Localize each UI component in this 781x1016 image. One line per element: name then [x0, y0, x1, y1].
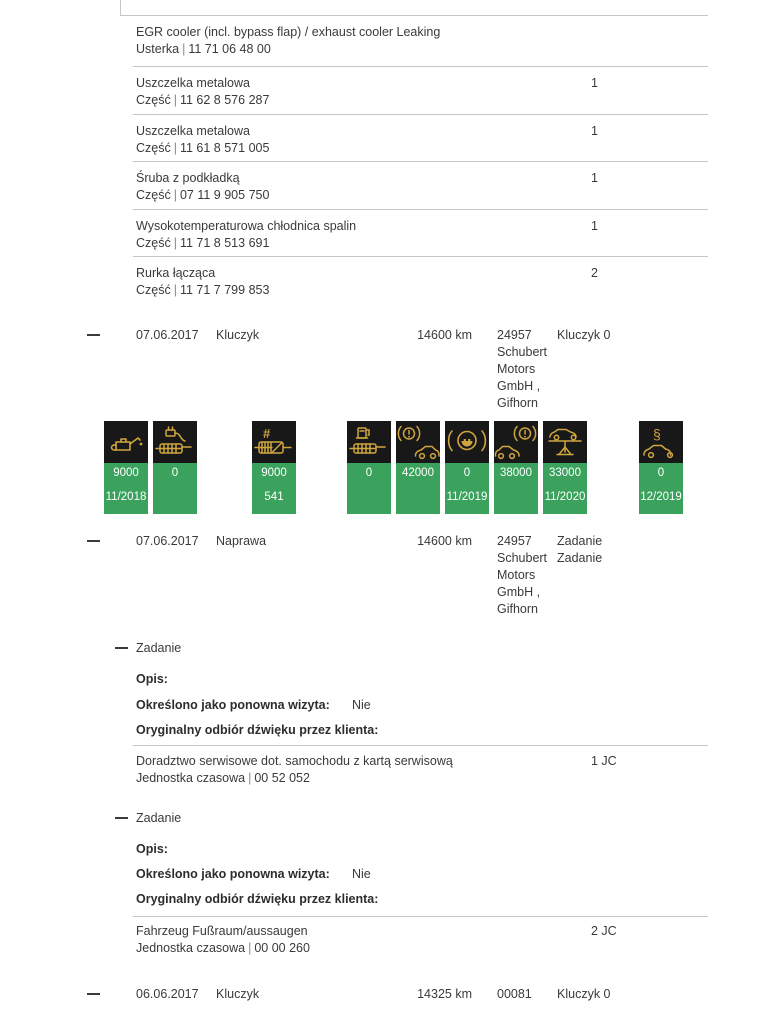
- cbs-value-block: [104, 463, 148, 514]
- task-description-label: Opis:: [136, 842, 168, 856]
- cbs-value-block: [639, 463, 683, 514]
- diesel-additive-icon: [347, 421, 391, 463]
- cbs-remaining-value: 33000: [549, 467, 581, 479]
- cbs-tile: [494, 421, 538, 514]
- collapse-toggle[interactable]: [115, 647, 128, 649]
- cbs-tile: [252, 421, 296, 514]
- defect-code-value: 11 71 06 48 00: [188, 42, 271, 56]
- dealer-line: 24957: [497, 534, 532, 548]
- part-code-label: Część: [136, 236, 171, 250]
- task-item-name: Doradztwo serwisowe dot. samochodu z kartą serwisową: [136, 754, 453, 768]
- vehicle-check-icon: [543, 421, 587, 463]
- cbs-remaining-value: 0: [171, 467, 179, 479]
- statutory-inspection-icon: [639, 421, 683, 463]
- entry-date: 06.06.2017: [136, 987, 199, 1001]
- cbs-due-date: [347, 480, 391, 504]
- divider-line: [133, 66, 708, 67]
- dealer-line: 24957: [497, 328, 532, 342]
- cbs-remaining-value: 9000: [113, 467, 139, 479]
- collapse-toggle[interactable]: [115, 817, 128, 819]
- part-quantity: 1: [591, 171, 598, 185]
- cbs-tile: [543, 421, 587, 514]
- task-revisit-value: Nie: [352, 698, 371, 712]
- cbs-tile: [104, 421, 148, 514]
- dealer-line: Gifhorn: [497, 602, 538, 616]
- task-item-name: Fahrzeug Fußraum/aussaugen: [136, 924, 308, 938]
- entry-status: Kluczyk 0: [557, 987, 611, 1001]
- divider-line: [133, 161, 708, 162]
- task-header: Zadanie: [136, 811, 182, 825]
- part-name: Rurka łącząca: [136, 266, 216, 280]
- part-name: Śruba z podkładką: [136, 171, 240, 185]
- entry-status: Kluczyk 0: [557, 328, 611, 342]
- task-time-line: [136, 940, 310, 956]
- task-time-line: [136, 770, 310, 786]
- cbs-due-date: 11/2020: [544, 491, 586, 503]
- part-code-label: Część: [136, 141, 171, 155]
- task-time-label: Jednostka czasowa: [136, 771, 246, 785]
- svg-text:§: §: [653, 426, 661, 442]
- brake-fluid-icon: [445, 421, 489, 463]
- cbs-remaining-value: 42000: [402, 467, 434, 479]
- tree-connector-line: [120, 0, 121, 15]
- collapse-toggle[interactable]: [87, 334, 100, 336]
- cbs-due-date: 11/2018: [105, 491, 147, 503]
- pipe-separator: |: [173, 283, 177, 297]
- part-code-value: 11 71 8 513 691: [179, 236, 270, 250]
- dealer-line: Motors: [497, 362, 536, 376]
- cbs-value-block: [445, 463, 489, 514]
- task-sound-label: Oryginalny odbiór dźwięku przez klienta:: [136, 892, 379, 906]
- cbs-value-block: [153, 463, 197, 514]
- pipe-separator: |: [248, 771, 252, 785]
- entry-mileage: 14600 km: [417, 534, 472, 548]
- defect-title: EGR cooler (incl. bypass flap) / exhaust cooler Leaking: [136, 25, 441, 39]
- entry-date: 07.06.2017: [136, 534, 199, 548]
- cbs-due-date: 541: [264, 491, 284, 503]
- svg-text:#: #: [263, 426, 271, 441]
- cbs-due-date: [396, 480, 440, 504]
- part-code-line: [136, 187, 269, 203]
- part-code-label: Część: [136, 93, 171, 107]
- engine-oil-icon: [104, 421, 148, 463]
- task-item-quantity: 2 JC: [591, 924, 617, 938]
- cbs-remaining-value: 0: [365, 467, 373, 479]
- divider-line: [133, 916, 708, 917]
- front-brake-pads-icon: [396, 421, 440, 463]
- cbs-remaining-value: 38000: [500, 467, 532, 479]
- task-sound-label: Oryginalny odbiór dźwięku przez klienta:: [136, 723, 379, 737]
- part-code-label: Część: [136, 188, 171, 202]
- pipe-separator: |: [173, 188, 177, 202]
- pipe-separator: |: [248, 941, 252, 955]
- part-code-value: 11 61 8 571 005: [179, 141, 270, 155]
- cbs-remaining-value: 0: [657, 467, 665, 479]
- entry-type: Kluczyk: [216, 987, 260, 1001]
- part-code-value: 07 11 9 905 750: [179, 188, 270, 202]
- pipe-separator: |: [173, 141, 177, 155]
- cbs-remaining-value: 0: [463, 467, 471, 479]
- task-item-quantity: 1 JC: [591, 754, 617, 768]
- dealer-line: Schubert: [497, 345, 548, 359]
- task-description-label: Opis:: [136, 672, 168, 686]
- part-code-value: 11 62 8 576 287: [179, 93, 270, 107]
- task-revisit-label: Określono jako ponowna wizyta:: [136, 867, 330, 881]
- entry-mileage: 14325 km: [417, 987, 472, 1001]
- cbs-tile: [445, 421, 489, 514]
- collapse-toggle[interactable]: [87, 540, 100, 542]
- divider-line: [133, 256, 708, 257]
- part-code-line: [136, 282, 269, 298]
- entry-mileage: 14600 km: [417, 328, 472, 342]
- divider-line: [133, 209, 708, 210]
- task-time-code: 00 52 052: [254, 771, 310, 785]
- entry-status: Zadanie: [557, 551, 603, 565]
- defect-code-line: [136, 41, 271, 57]
- dealer-line: Schubert: [497, 551, 548, 565]
- task-time-label: Jednostka czasowa: [136, 941, 246, 955]
- task-time-code: 00 00 260: [254, 941, 310, 955]
- cbs-tile: [153, 421, 197, 514]
- emission-test-icon: [153, 421, 197, 463]
- dealer-line: Motors: [497, 568, 536, 582]
- cbs-tile: [639, 421, 683, 514]
- part-code-line: [136, 140, 269, 156]
- cbs-value-block: [347, 463, 391, 514]
- pipe-separator: |: [182, 42, 186, 56]
- cbs-due-date: [494, 480, 538, 504]
- collapse-toggle[interactable]: [87, 993, 100, 995]
- entry-dealer: 00081: [497, 987, 532, 1001]
- part-quantity: 1: [591, 219, 598, 233]
- pipe-separator: |: [173, 93, 177, 107]
- entry-dealer: [497, 533, 557, 618]
- part-code-line: [136, 235, 269, 251]
- part-quantity: 1: [591, 124, 598, 138]
- cbs-value-block: [543, 463, 587, 514]
- part-name: Wysokotemperaturowa chłodnica spalin: [136, 219, 357, 233]
- dealer-line: GmbH ,: [497, 585, 541, 599]
- task-header: Zadanie: [136, 641, 182, 655]
- entry-status: Zadanie: [557, 534, 603, 548]
- entry-dealer: [497, 327, 557, 412]
- dealer-line: Gifhorn: [497, 396, 538, 410]
- divider-line: [120, 15, 708, 16]
- defect-code-label: Usterka: [136, 42, 180, 56]
- part-code-value: 11 71 7 799 853: [179, 283, 270, 297]
- entry-type: Kluczyk: [216, 328, 260, 342]
- cbs-value-block: [494, 463, 538, 514]
- divider-line: [133, 745, 708, 746]
- entry-date: 07.06.2017: [136, 328, 199, 342]
- entry-type: Naprawa: [216, 534, 267, 548]
- part-quantity: 1: [591, 76, 598, 90]
- part-code-label: Część: [136, 283, 171, 297]
- divider-line: [133, 114, 708, 115]
- cbs-due-date: [153, 480, 197, 504]
- rear-brake-pads-icon: [494, 421, 538, 463]
- part-code-line: [136, 92, 269, 108]
- cbs-tile: [396, 421, 440, 514]
- cbs-value-block: [252, 463, 296, 514]
- cbs-due-date: 11/2019: [446, 491, 488, 503]
- part-name: Uszczelka metalowa: [136, 124, 250, 138]
- part-quantity: 2: [591, 266, 598, 280]
- dealer-line: GmbH ,: [497, 379, 541, 393]
- cbs-remaining-value: 9000: [261, 467, 287, 479]
- cbs-tile: [347, 421, 391, 514]
- pipe-separator: |: [173, 236, 177, 250]
- particulate-filter-icon: [252, 421, 296, 463]
- cbs-value-block: [396, 463, 440, 514]
- cbs-due-date: 12/2019: [640, 491, 682, 503]
- part-name: Uszczelka metalowa: [136, 76, 250, 90]
- task-revisit-value: Nie: [352, 867, 371, 881]
- task-revisit-label: Określono jako ponowna wizyta:: [136, 698, 330, 712]
